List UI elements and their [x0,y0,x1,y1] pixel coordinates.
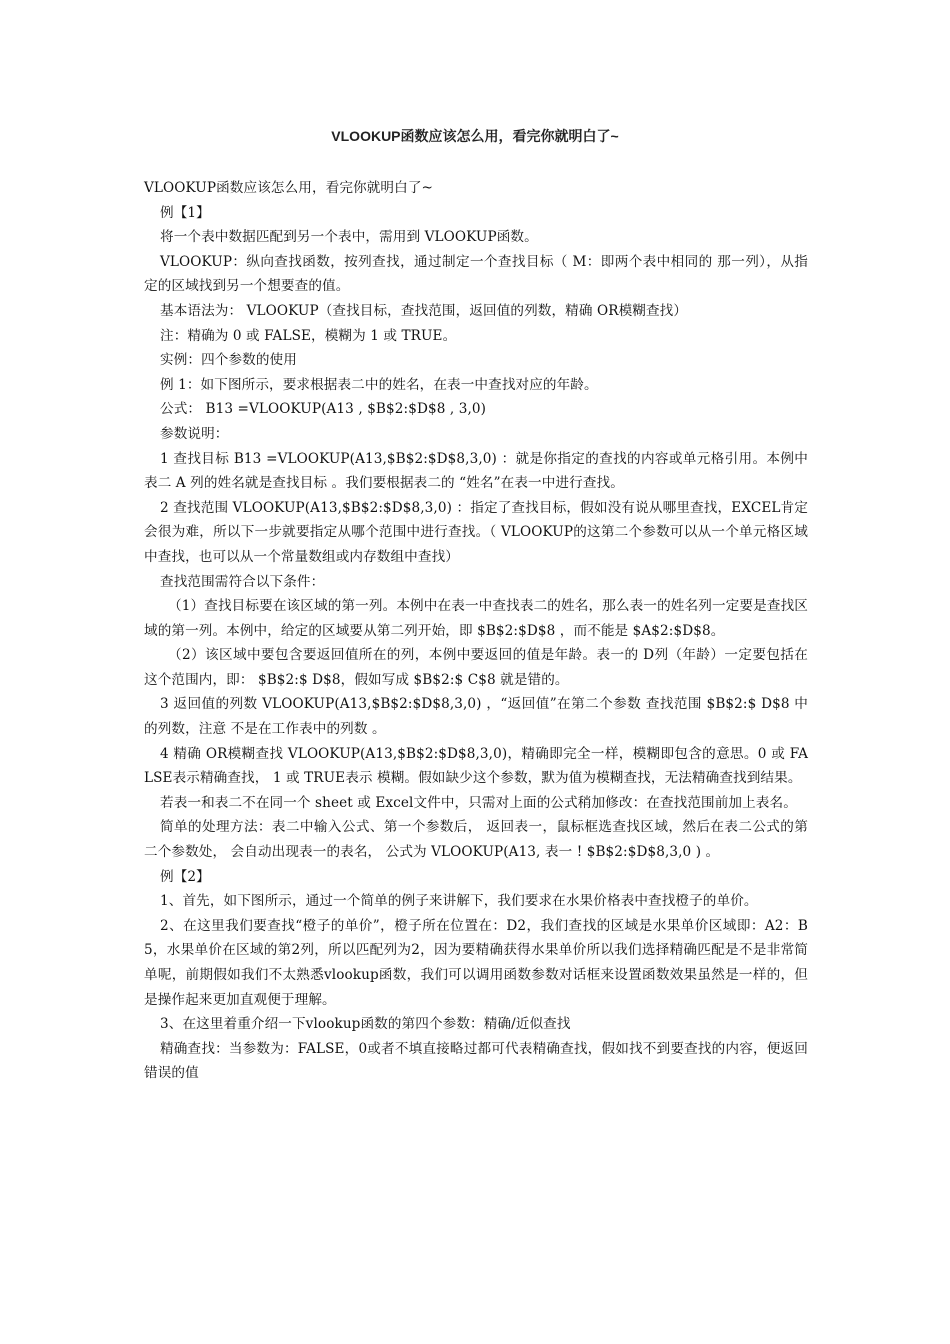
document-body [144,176,808,1086]
paragraph: 查找范围需符合以下条件： [160,573,325,590]
document-title: VLOOKUP函数应该怎么用，看完你就明白了~ [331,128,619,144]
paragraph: 参数说明： [160,425,229,442]
paragraph-param-3: 3 返回值的列数 VLOOKUP(A13,$B$2:$D$8,3,0) ，“返回值”在第二个参数 查找范围 $B$2:$ D$8 中的列数，注意 不是在工作表中的列数 。 [144,696,808,738]
paragraph-heading: VLOOKUP函数应该怎么用，看完你就明白了~ [144,180,434,196]
paragraph-note: 注：精确为 0 或 FALSE，模糊为 1 或 TRUE。 [160,327,457,344]
paragraph: 将一个表中数据匹配到另一个表中，需用到 VLOOKUP函数。 [160,229,538,246]
paragraph: 若表一和表二不在同一个 sheet 或 Excel文件中，只需对上面的公式稍加修改：在查找范围前加上表名。 [160,794,797,811]
paragraph-param-2: 2 查找范围 VLOOKUP(A13,$B$2:$D$8,3,0) ：指定了查找目标，假如没有说从哪里查找，EXCEL肯定会很为难，所以下一步就要指定从哪个范围中进行查找。（ VLOOKUP的这第二个参数可以从一个单元格区域中查找，也可以从一个常量数组或内存数组中查找） [144,499,808,565]
paragraph-step-3: 3、在这里着重介绍一下vlookup函数的第四个参数：精确/近似查找 [160,1016,571,1033]
paragraph-formula: 公式： B13 =VLOOKUP(A13 , $B$2:$D$8 , 3,0) [160,401,487,418]
paragraph-example-2-label: 例【2】 [160,868,210,885]
paragraph-exact-match: 精确查找：当参数为：FALSE，0或者不填直接略过都可代表精确查找，假如找不到要查找的内容，便返回错误的值 [144,1040,808,1082]
paragraph: 例 1：如下图所示，要求根据表二中的姓名，在表一中查找对应的年龄。 [160,376,598,393]
paragraph: 实例：四个参数的使用 [160,352,297,369]
paragraph-step-1: 1、首先，如下图所示，通过一个简单的例子来讲解下，我们要求在水果价格表中查找橙子的单价。 [160,893,758,910]
paragraph-condition-2: （2）该区域中要包含要返回值所在的列，本例中要返回的值是年龄。表一的 D列（年龄）一定要包括在这个范围内，即： $B$2:$ D$8，假如写成 $B$2:$ C$8 就是错的。 [144,647,808,688]
paragraph-condition-1: （1）查找目标要在该区域的第一列。本例中在表一中查找表二的姓名，那么表一的姓名列一定要是查找区域的第一列。本例中，给定的区域要从第二列开始，即 $B$2:$D$8 ，而不能是 $A$2:$D$8。 [144,598,808,639]
paragraph: 简单的处理方法：表二中输入公式、第一个参数后， 返回表一，鼠标框选查找区域，然后在表二公式的第二个参数处， 会自动出现表一的表名， 公式为 VLOOKUP(A13, 表一 ! $B$2:$D$8,3,0 ) 。 [144,819,808,861]
paragraph-param-4: 4 精确 OR模糊查找 VLOOKUP(A13,$B$2:$D$8,3,0)，精确即完全一样，模糊即包含的意思。0 或 FALSE表示精确查找， 1 或 TRUE表示 模糊。假如缺少这个参数，默为值为模糊查找，无法精确查找到结果。 [144,745,808,787]
paragraph: VLOOKUP：纵向查找函数，按列查找，通过制定一个查找目标（ M：即两个表中相同的 那一列），从指定的区域找到另一个想要查的值。 [144,253,808,295]
paragraph-param-1: 1 查找目标 B13 =VLOOKUP(A13,$B$2:$D$8,3,0) ：就是你指定的查找的内容或单元格引用。本例中表二 A 列的姓名就是查找目标 。我们要根据表二的 “姓名”在表一中进行查找。 [144,450,808,492]
paragraph-syntax: 基本语法为： VLOOKUP（查找目标，查找范围，返回值的列数，精确 OR模糊查找） [160,302,688,319]
paragraph-example-1-label: 例【1】 [160,204,210,221]
paragraph-step-2: 2、在这里我们要查找“橙子的单价”，橙子所在位置在：D2，我们查找的区域是水果单价区域即：A2：B5，水果单价在区域的第2列，所以匹配列为2，因为要精确获得水果单价所以我们选择精确匹配是不是非常简单呢，前期假如我们不太熟悉vlookup函数，我们可以调用函数参数对话框来设置函数效果虽然是一样的，但是操作起来更加直观便于理解。 [144,917,808,1008]
